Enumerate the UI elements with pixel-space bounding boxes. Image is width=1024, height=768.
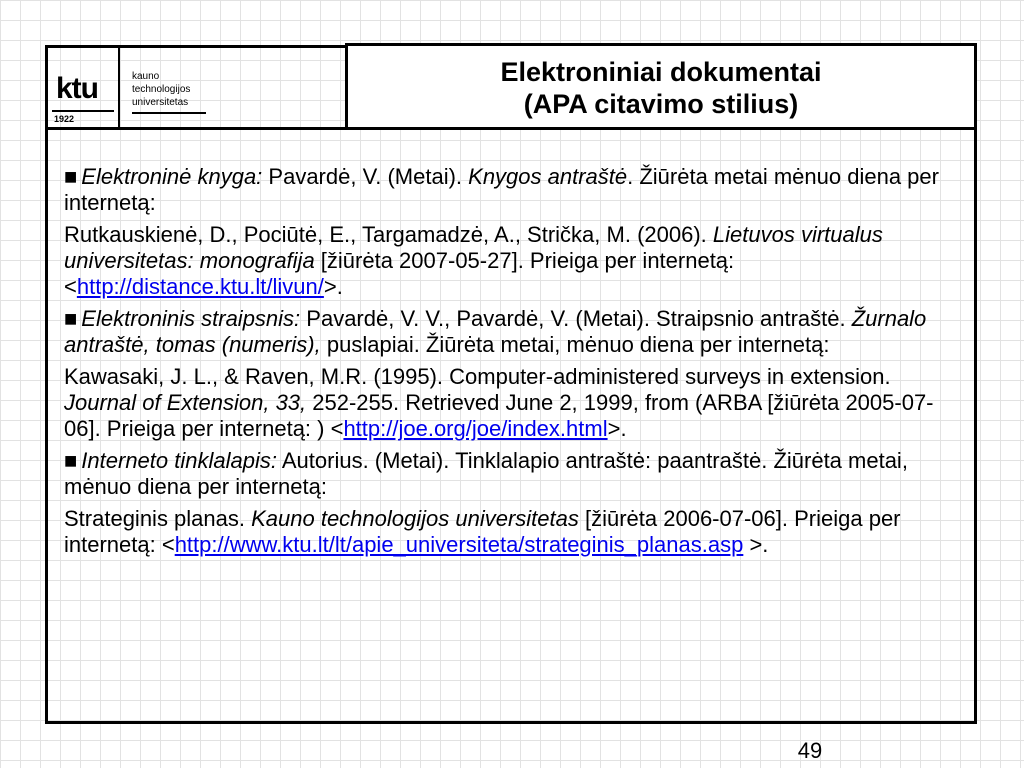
article-label: Elektroninis straipsnis: — [81, 306, 301, 331]
title-line-2: (APA citavimo stilius) — [523, 89, 799, 119]
ebook-format-b: . Žiūrėta metai mėnuo diena per internetą: — [64, 164, 939, 215]
logo-line-1: kauno — [132, 71, 160, 82]
ebook-example-c: >. — [323, 274, 343, 299]
ebook-example-link[interactable]: http://distance.ktu.lt/livun/ — [76, 274, 324, 299]
ebook-format-title: Knygos antraštė — [468, 164, 628, 189]
webpage-example-c: >. — [743, 532, 769, 557]
ebook-example-title: Lietuvos virtualus universitetas: monografija — [64, 222, 883, 273]
article-example-c: >. — [607, 416, 627, 441]
article-format — [64, 306, 958, 358]
ebook-format — [64, 164, 958, 216]
ebook-format-a: Pavardė, V. (Metai). — [262, 164, 469, 189]
webpage-example — [64, 506, 958, 558]
logo-box — [45, 45, 345, 129]
ebook-example — [64, 222, 958, 300]
bullet-icon: ■ — [64, 164, 78, 189]
bullet-icon: ■ — [64, 448, 78, 473]
webpage-format — [64, 448, 958, 500]
article-example-journal: Journal of Extension, 33, — [64, 390, 307, 415]
article-example-link[interactable]: http://joe.org/joe/index.html — [343, 416, 608, 441]
article-example-b: 252-255. Retrieved June 2, 1999, from (ARBA [žiūrėta 2005-07-06]. Prieiga per internetą: ) < — [64, 390, 934, 441]
bullet-icon: ■ — [64, 306, 78, 331]
ebook-label: Elektroninė knyga: — [81, 164, 263, 189]
ktu-logo — [48, 48, 120, 129]
webpage-example-title: Kauno technologijos universitetas — [251, 506, 579, 531]
article-example — [64, 364, 958, 442]
webpage-format-a: Autorius. (Metai). Tinklalapio antraštė: paantraštė. Žiūrėta metai, mėnuo diena per internetą: — [64, 448, 908, 499]
article-format-b: puslapiai. Žiūrėta metai, mėnuo diena per internetą: — [320, 332, 830, 357]
article-format-a: Pavardė, V. V., Pavardė, V. (Metai). Straipsnio antraštė. — [300, 306, 852, 331]
logo-mark-text: ktu — [56, 72, 98, 105]
article-example-a: Kawasaki, J. L., & Raven, M.R. (1995). Computer-administered surveys in extension. — [64, 364, 891, 389]
webpage-example-link[interactable]: http://www.ktu.lt/lt/apie_universiteta/strateginis_planas.asp — [174, 532, 744, 557]
page-number: 49 — [797, 738, 823, 763]
webpage-example-b: [žiūrėta 2006-07-06]. Prieiga per internetą: < — [64, 506, 901, 557]
article-format-journal: Žurnalo antraštė, tomas (numeris), — [64, 306, 927, 357]
ebook-example-b: [žiūrėta 2007-05-27]. Prieiga per internetą: < — [64, 248, 735, 299]
ebook-example-a: Rutkauskienė, D., Pociūtė, E., Targamadzė, A., Strička, M. (2006). — [64, 222, 713, 247]
logo-line-2: technologijos — [132, 84, 191, 95]
logo-text-rule — [132, 112, 206, 114]
logo-wordmark — [132, 70, 190, 109]
webpage-label: Interneto tinklalapis: — [81, 448, 277, 473]
logo-line-3: universitetas — [132, 97, 189, 108]
logo-rule — [52, 110, 114, 112]
slide-title — [345, 43, 977, 130]
logo-year: 1922 — [54, 114, 75, 124]
slide-content — [45, 127, 977, 724]
webpage-example-a: Strateginis planas. — [64, 506, 252, 531]
title-line-1: Elektroniniai dokumentai — [500, 57, 822, 87]
